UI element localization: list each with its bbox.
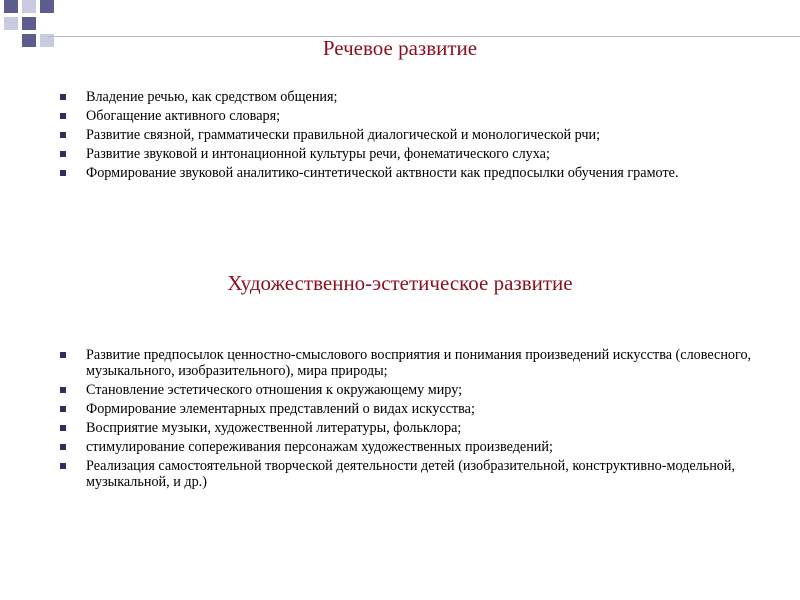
list-item-text: Обогащение активного словаря; (86, 108, 281, 124)
decoration-square (40, 0, 54, 13)
decoration-square (4, 0, 18, 13)
list-item (60, 458, 760, 490)
list-item (60, 127, 760, 143)
list-item (60, 89, 760, 105)
list-item (60, 382, 760, 398)
square-bullet-icon (60, 151, 66, 157)
list-item-text: Становление эстетического отношения к окружающему миру; (86, 382, 463, 398)
list-item-text: Реализация самостоятельной творческой деятельности детей (изобразительной, конструктивно-модельной, музыкальной, и др.) (86, 458, 736, 490)
list-item-text: Формирование звуковой аналитико-синтетической актвности как предпосылки обучения грамоте. (86, 165, 679, 181)
list-item (60, 146, 760, 162)
square-bullet-icon (60, 406, 66, 412)
list-item (60, 401, 760, 417)
list-item-text: стимулирование сопереживания персонажам художественных произведений; (86, 439, 553, 455)
section-title-art: Художественно-эстетическое развитие (227, 271, 573, 295)
list-item (60, 439, 760, 455)
list-item-text: Владение речью, как средством общения; (86, 89, 338, 105)
square-bullet-icon (60, 463, 66, 469)
square-bullet-icon (60, 352, 66, 358)
list-item (60, 108, 760, 124)
square-bullet-icon (60, 444, 66, 450)
list-item (60, 420, 760, 436)
list-item-text: Развитие звуковой и интонационной культуры речи, фонематического слуха; (86, 146, 550, 162)
section-title-speech: Речевое развитие (322, 36, 478, 60)
art-development-list (60, 347, 760, 493)
square-bullet-icon (60, 387, 66, 393)
list-item-text: Развитие связной, грамматически правильной диалогической и монологической рчи; (86, 127, 601, 143)
speech-development-list (60, 89, 760, 184)
decoration-square (22, 17, 36, 30)
square-bullet-icon (60, 425, 66, 431)
list-item-text: Развитие предпосылок ценностно-смыслового восприятия и понимания произведений искусства (словесного, музыкального, изобразительного), мира природы; (86, 347, 752, 379)
list-item-text: Формирование элементарных представлений о видах искусства; (86, 401, 475, 417)
square-bullet-icon (60, 94, 66, 100)
square-bullet-icon (60, 132, 66, 138)
list-item (60, 165, 760, 181)
list-item-text: Восприятие музыки, художественной литературы, фольклора; (86, 420, 462, 436)
decoration-square (4, 17, 18, 30)
list-item (60, 347, 760, 379)
square-bullet-icon (60, 113, 66, 119)
decoration-square (22, 0, 36, 13)
square-bullet-icon (60, 170, 66, 176)
